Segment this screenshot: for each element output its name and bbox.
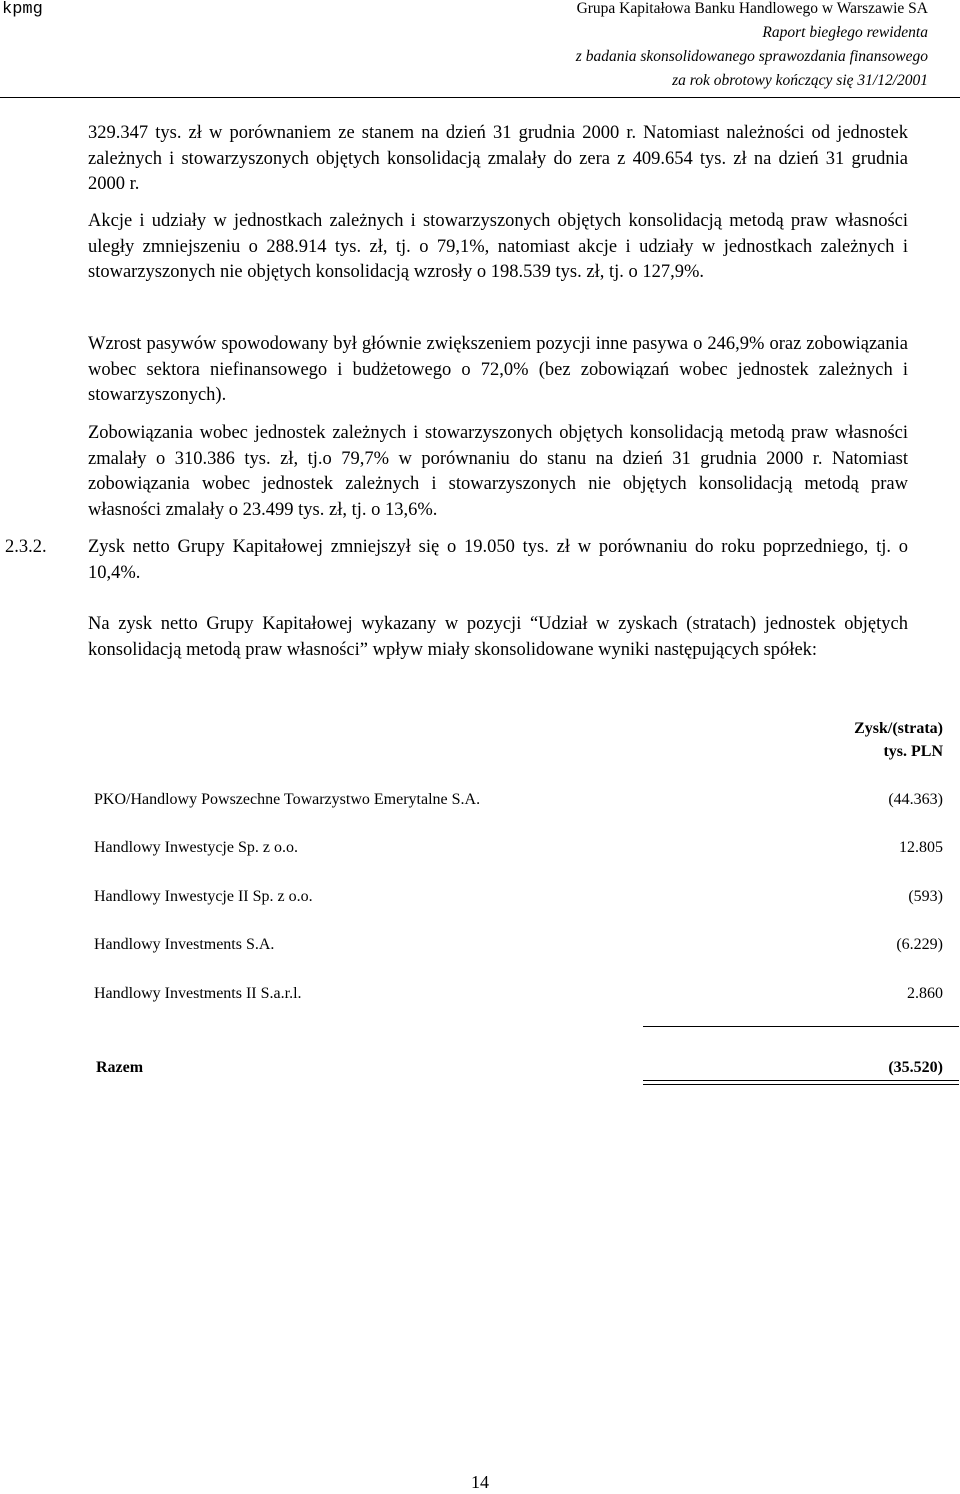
kpmg-logo: kpmg [2,0,43,19]
total-rule-bottom-1 [643,1080,959,1081]
paragraph-equity-method: Na zysk netto Grupy Kapitałowej wykazany w pozycji “Udział w zyskach (stratach) jednostek objętych konsolidacją metodą praw własności” wpływ miały skonsolidowane wyniki następujących spółek: [88,614,908,660]
company-name: Handlowy Inwestycje II Sp. z o.o. [94,888,313,905]
company-value: (44.363) [888,791,943,808]
header-report-title: Raport biegłego rewidenta [762,24,928,41]
total-value: (35.520) [888,1059,943,1076]
paragraph-receivables: 329.347 tys. zł w porównaniem ze stanem na dzień 31 grudnia 2000 r. Natomiast należności od jednostek zależnych i stowarzyszonych objętych konsolidacją zmalały do zera z 409.654 tys. zł na dzień 31 grudnia 2000 r. [88,123,908,194]
section-number: 2.3.2. [5,537,47,557]
total-label: Razem [96,1059,144,1076]
total-rule-top [643,1026,959,1027]
table-row [94,839,943,857]
company-name: PKO/Handlowy Powszechne Towarzystwo Emerytalne S.A. [94,791,481,808]
header-company: Grupa Kapitałowa Banku Handlowego w Warszawie SA [576,0,928,17]
total-rule-bottom-2 [643,1084,959,1085]
table-row [94,936,943,954]
company-value: 2.860 [907,985,943,1002]
company-name: Handlowy Inwestycje Sp. z o.o. [94,839,298,856]
header-divider [0,97,960,98]
table-total-row [96,1059,943,1077]
paragraph-liabilities-growth: Wzrost pasywów spowodowany był głównie zwiększeniem pozycji inne pasywa o 246,9% oraz zobowiązania wobec sektora niefinansowego i budżetowego o 72,0% (bez zobowiązań wobec jednostek zależnych i stowarzyszonych). [88,334,908,405]
paragraph-net-profit: Zysk netto Grupy Kapitałowej zmniejszył się o 19.050 tys. zł w porównaniu do roku poprzedniego, tj. o 10,4%. [88,537,908,583]
company-value: (593) [908,888,943,905]
paragraph-liabilities-related: Zobowiązania wobec jednostek zależnych i stowarzyszonych objętych konsolidacją metodą praw własności zmalały o 310.386 tys. zł, tj.o 79,7% w porównaniu do stanu na dzień 31 grudnia 2000 r. Natomiast zobowiązania wobec jednostek zależnych i stowarzyszonych nie objętych konsolidacją metodą praw własności zmalały o 23.499 tys. zł, tj. o 13,6%. [88,423,908,520]
table-row [94,791,943,809]
company-value: (6.229) [896,936,943,953]
table-row [94,888,943,906]
header-period: za rok obrotowy kończący się 31/12/2001 [672,72,928,89]
paragraph-shares: Akcje i udziały w jednostkach zależnych i stowarzyszonych objętych konsolidacją metodą praw własności uległy zmniejszeniu o 288.914 tys. zł, tj. o 79,1%, natomiast akcje i udziały w jednostkach zależnych i stowarzyszonych nie objętych konsolidacją wzrosły o 198.539 tys. zł, tj. o 127,9%. [88,211,908,282]
table-header-profit: Zysk/(strata) [854,720,943,737]
page-number: 14 [471,1472,489,1492]
table-row [94,985,943,1003]
company-value: 12.805 [899,839,943,856]
company-name: Handlowy Investments II S.a.r.l. [94,985,302,1002]
table-header-unit: tys. PLN [883,743,943,760]
header-report-subtitle: z badania skonsolidowanego sprawozdania finansowego [575,48,928,65]
company-name: Handlowy Investments S.A. [94,936,275,953]
